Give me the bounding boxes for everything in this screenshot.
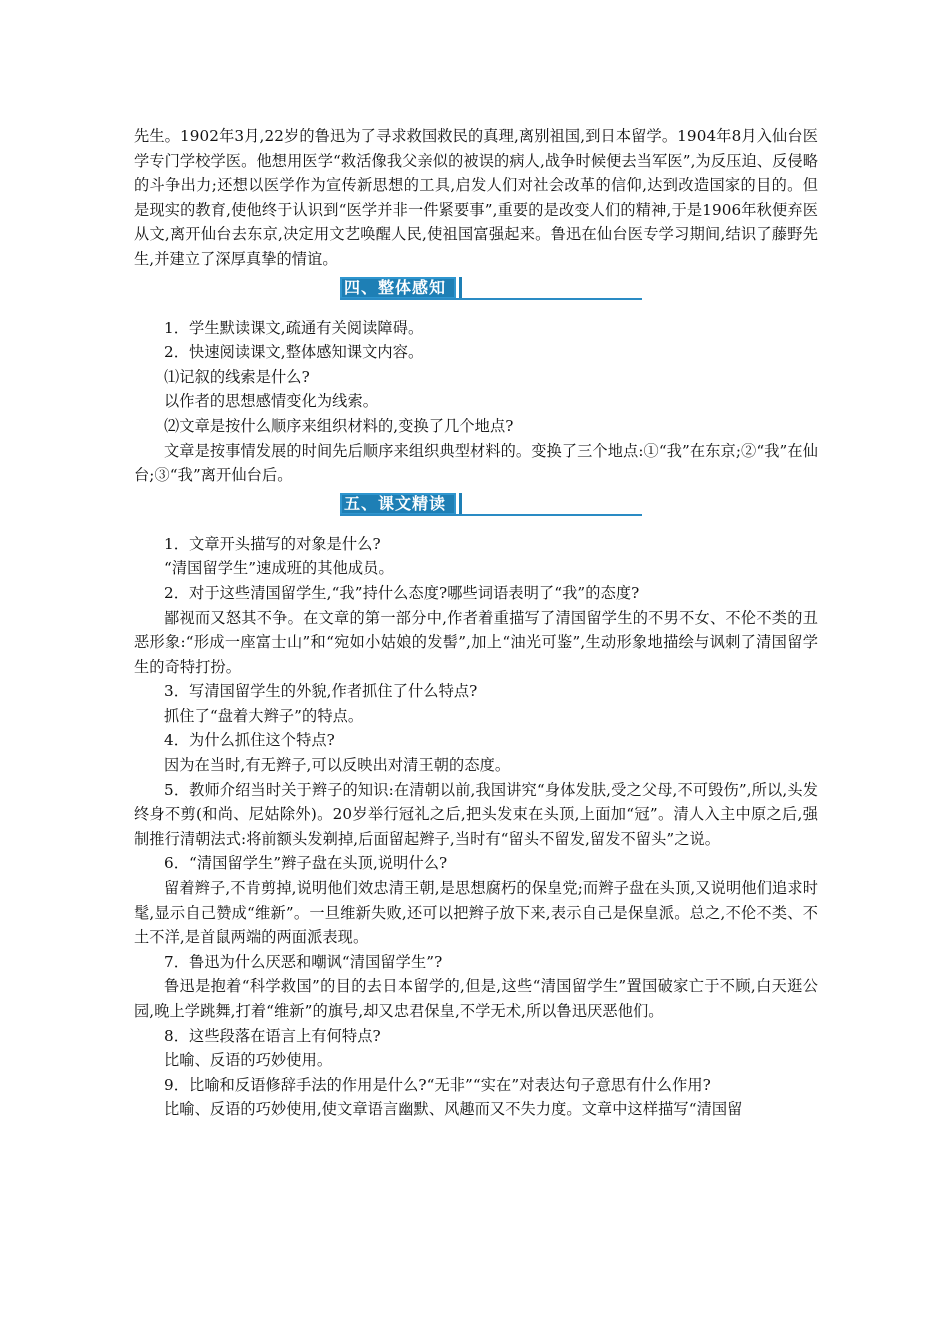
paragraph: 比喻、反语的巧妙使用。 [164, 1051, 333, 1070]
paragraph: ⑵文章是按什么顺序来组织材料的,变换了几个地点? [164, 416, 514, 435]
paragraph: 8．这些段落在语言上有何特点? [164, 1026, 381, 1045]
paragraph: 比喻、反语的巧妙使用,使文章语言幽默、风趣而又不失力度。文章中这样描写“清国留 [164, 1100, 743, 1119]
paragraph: 2．对于这些清国留学生,“我”持什么态度?哪些词语表明了“我”的态度? [164, 583, 640, 602]
paragraph: 1．文章开头描写的对象是什么? [164, 534, 381, 553]
paragraph: ⑴记叙的线索是什么? [164, 367, 310, 386]
paragraph: 2．快速阅读课文,整体感知课文内容。 [164, 343, 424, 362]
paragraph: 3．写清国留学生的外貌,作者抓住了什么特点? [164, 682, 478, 701]
heading-underline [340, 514, 642, 516]
paragraph: 留着辫子,不肯剪掉,说明他们效忠清王朝,是思想腐朽的保皇党;而辫子盘在头顶,又说明他们追求时髦,显示自己赞成“维新”。一旦维新失败,还可以把辫子放下来,表示自己是保皇派。总之,不伦不类、不土不洋,是首鼠两端的两面派表现。 [134, 879, 818, 947]
document-page [134, 124, 818, 1122]
intro-paragraph: 先生。1902年3月,22岁的鲁迅为了寻求救国救民的真理,离别祖国,到日本留学。1904年8月入仙台医学专门学校学医。他想用医学“救活像我父亲似的被误的病人,战争时候便去当军医”,为反压迫、反侵略的斗争出力;还想以医学作为宣传新思想的工具,启发人们对社会改革的信仰,达到改造国家的目的。但是现实的教育,使他终于认识到“医学并非一件紧要事”,重要的是改变人们的精神,于是1906年秋便弃医从文,离开仙台去东京,决定用文艺唤醒人民,使祖国富强起来。鲁迅在仙台医专学习期间,结识了藤野先生,并建立了深厚真挚的情谊。 [134, 127, 818, 268]
paragraph: 文章是按事情发展的时间先后顺序来组织典型材料的。变换了三个地点:①“我”在东京;②“我”在仙台;③“我”离开仙台后。 [134, 441, 819, 485]
section-heading-5 [134, 493, 818, 516]
paragraph: 1．学生默读课文,疏通有关阅读障碍。 [164, 318, 424, 337]
paragraph: 以作者的思想感情变化为线索。 [164, 392, 379, 411]
section-heading-4 [134, 277, 818, 300]
section-title-4: 四、整体感知 [340, 277, 456, 299]
paragraph: “清国留学生”速成班的其他成员。 [164, 559, 394, 578]
section-title-5: 五、课文精读 [340, 493, 456, 515]
paragraph: 因为在当时,有无辫子,可以反映出对清王朝的态度。 [164, 756, 511, 775]
paragraph: 抓住了“盘着大辫子”的特点。 [164, 706, 364, 725]
paragraph: 4．为什么抓住这个特点? [164, 731, 335, 750]
paragraph: 鲁迅是抱着“科学救国”的目的去日本留学的,但是,这些“清国留学生”置国破家亡于不顾,白天逛公园,晚上学跳舞,打着“维新”的旗号,却又忠君保皇,不学无术,所以鲁迅厌恶他们。 [134, 977, 818, 1020]
paragraph: 7．鲁迅为什么厌恶和嘲讽“清国留学生”? [164, 952, 443, 971]
paragraph: 6．“清国留学生”辫子盘在头顶,说明什么? [164, 854, 448, 873]
paragraph: 鄙视而又怒其不争。在文章的第一部分中,作者着重描写了清国留学生的不男不女、不伦不类的丑恶形象:“形成一座富士山”和“宛如小姑娘的发髻”,加上“油光可鉴”,生动形象地描绘与讽刺了清国留学生的奇特打扮。 [134, 608, 818, 676]
paragraph: 9．比喻和反语修辞手法的作用是什么?“无非”“实在”对表达句子意思有什么作用? [164, 1075, 711, 1094]
heading-underline [340, 298, 642, 300]
paragraph: 5．教师介绍当时关于辫子的知识:在清朝以前,我国讲究“身体发肤,受之父母,不可毁伤”,所以,头发终身不剪(和尚、尼姑除外)。20岁举行冠礼之后,把头发束在头顶,上面加“冠”。清人入主中原之后,强制推行清朝法式:将前额头发剃掉,后面留起辫子,当时有“留头不留发,留发不留头”之说。 [134, 780, 818, 848]
